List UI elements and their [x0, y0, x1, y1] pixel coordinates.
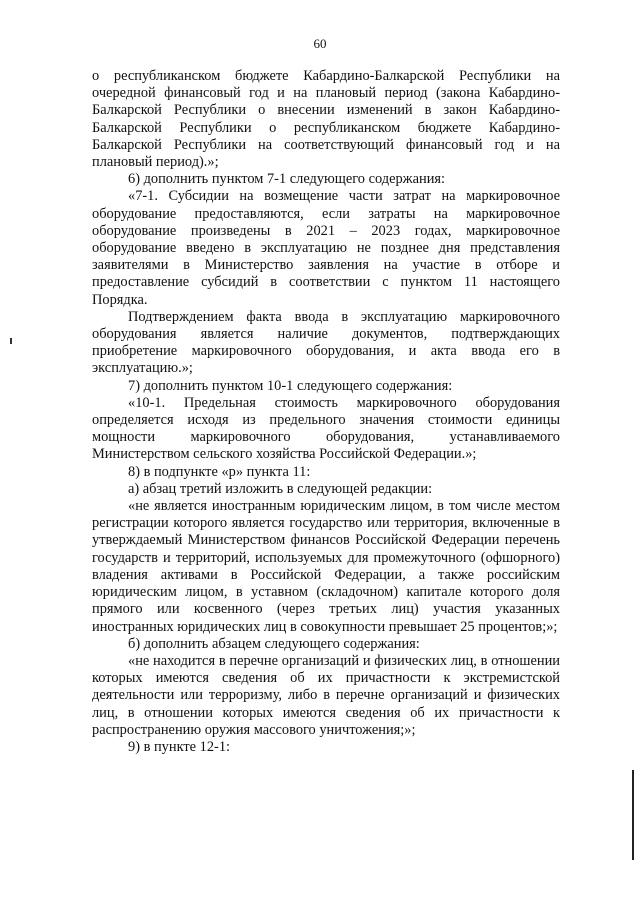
- document-body: [92, 68, 560, 756]
- paragraph-7: 8) в подпункте «р» пункта 11:: [128, 463, 311, 480]
- paragraph-2: 6) дополнить пунктом 7-1 следующего содержания:: [128, 171, 446, 188]
- paragraph-11: «не находится в перечне организаций и физических лиц, в отношении которых имеются сведения об их причастности к экстремистской деятельности или терроризму, либо в перечне организаций и физических лиц, в отношении которых имеются сведения об их причастности к распространению оружия массового уничтожения;»;: [92, 652, 560, 738]
- paragraph-9: «не является иностранным юридическим лицом, в том числе местом регистрации которого является государство или территория, включенные в утверждаемый Министерством финансов Российской Федерации перечень государств и территорий, используемых для промежуточного (офшорного) владения активами в Российской Федерации, а также российским юридическим лицом, в уставном (складочном) капитале которого доля прямого или косвенного (через третьих лиц) участия указанных иностранных юридических лиц в совокупности превышает 25 процентов;»;: [92, 498, 560, 635]
- scan-mark-left: [10, 338, 12, 344]
- paragraph-4: Подтверждением факта ввода в эксплуатацию маркировочного оборудования является наличие документов, подтверждающих приобретение маркировочного оборудования, и акта ввода его в эксплуатацию.»;: [92, 308, 560, 377]
- scan-mark-right: [632, 770, 634, 860]
- paragraph-1: о республиканском бюджете Кабардино-Балкарской Республики на очередной финансовый год и на плановый период (закона Кабардино-Балкарской Республики о внесении изменений в закон Кабардино-Балкарской Республики о республиканском бюджете Кабардино-Балкарской Республики на соответствующий финансовый год и на плановый период).»;: [92, 68, 560, 171]
- paragraph-8: а) абзац третий изложить в следующей редакции:: [128, 480, 433, 497]
- paragraph-12: 9) в пункте 12-1:: [128, 738, 231, 755]
- page-number: 60: [313, 36, 327, 51]
- paragraph-6: «10-1. Предельная стоимость маркировочного оборудования определяется исходя из предельного значения стоимости единицы мощности маркировочного оборудования, устанавливаемого Министерством сельского хозяйства Российской Федерации.»;: [92, 394, 560, 463]
- paragraph-10: б) дополнить абзацем следующего содержания:: [128, 635, 420, 652]
- paragraph-3: «7-1. Субсидии на возмещение части затрат на маркировочное оборудование предоставляются, если затраты на маркировочное оборудование произведены в 2021 – 2023 годах, маркировочное оборудование введено в эксплуатацию не позднее дня представления заявителями в Министерство заявления на участие в отборе и предоставление субсидий в соответствии с пунктом 11 настоящего Порядка.: [92, 188, 560, 308]
- paragraph-5: 7) дополнить пунктом 10-1 следующего содержания:: [128, 377, 453, 394]
